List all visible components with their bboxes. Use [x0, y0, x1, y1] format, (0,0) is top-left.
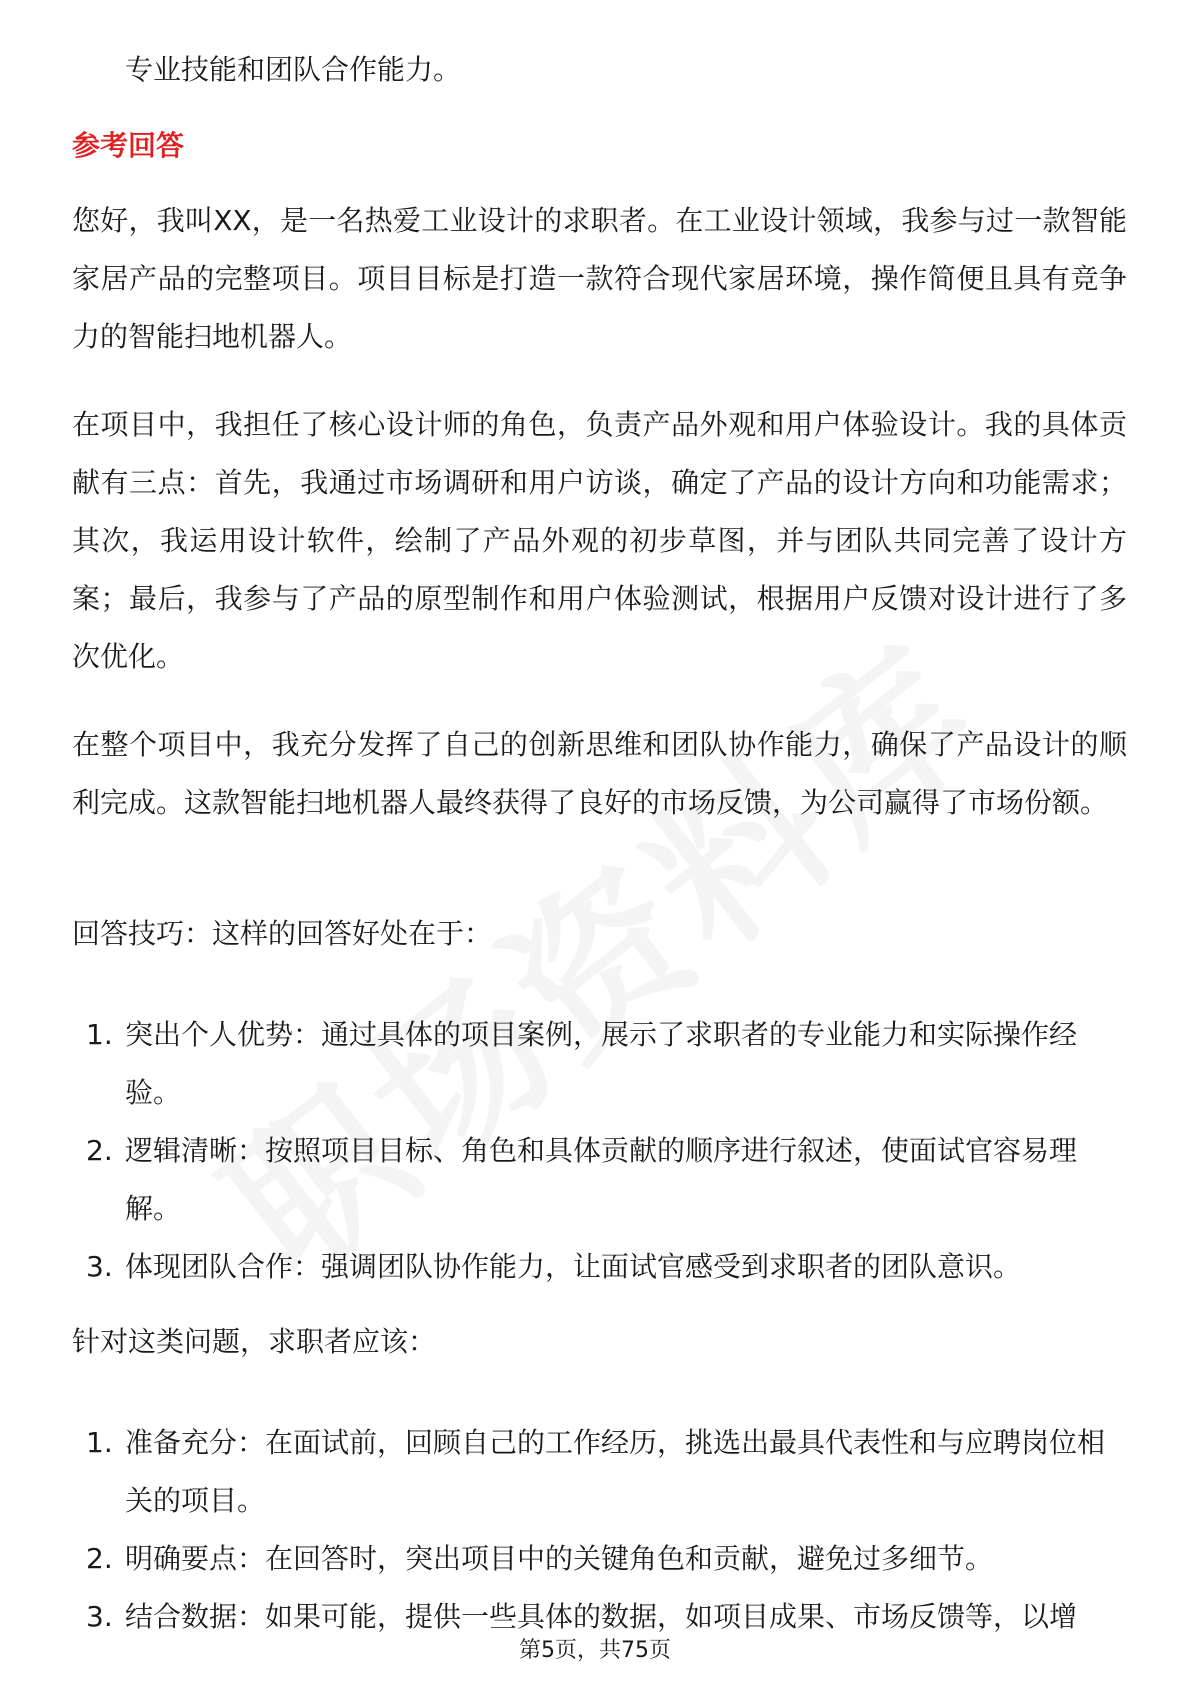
- list-text: 结合数据：如果可能，提供一些具体的数据，如项目成果、市场反馈等，以增: [125, 1600, 1078, 1633]
- list-item: [72, 1238, 1127, 1296]
- answer-paragraph-1: 您好，我叫XX，是一名热爱工业设计的求职者。在工业设计领域，我参与过一款智能家居产品的完整项目。项目目标是打造一款符合现代家居环境，操作简便且具有竞争力的智能扫地机器人。: [72, 204, 1127, 353]
- list-text: 逻辑清晰：按照项目目标、角色和具体贡献的顺序进行叙述，使面试官容易理解。: [125, 1134, 1078, 1225]
- answer-paragraph-2: 在项目中，我担任了核心设计师的角色，负责产品外观和用户体验设计。我的具体贡献有三点：首先，我通过市场调研和用户访谈，确定了产品的设计方向和功能需求；其次，我运用设计软件，绘制了产品外观的初步草图，并与团队共同完善了设计方案；最后，我参与了产品的原型制作和用户体验测试，根据用户反馈对设计进行了多次优化。: [72, 408, 1127, 673]
- page-footer: 第5页，共75页: [519, 1638, 671, 1663]
- list-number: 1.: [86, 1426, 113, 1459]
- continued-text: 专业技能和团队合作能力。: [125, 53, 462, 86]
- list-number: 2.: [86, 1134, 113, 1167]
- list-text: 准备充分：在面试前，回顾自己的工作经历，挑选出最具代表性和与应聘岗位相关的项目。: [125, 1426, 1106, 1517]
- list-number: 3.: [86, 1600, 113, 1633]
- tips-list: [72, 1006, 1127, 1296]
- tips-intro: 回答技巧：这样的回答好处在于：: [72, 917, 493, 950]
- advice-list: [72, 1414, 1127, 1646]
- list-number: 3.: [86, 1250, 113, 1283]
- list-number: 2.: [86, 1542, 113, 1575]
- list-item: [72, 1006, 1127, 1122]
- answer-paragraph-3: 在整个项目中，我充分发挥了自己的创新思维和团队协作能力，确保了产品设计的顺利完成。这款智能扫地机器人最终获得了良好的市场反馈，为公司赢得了市场份额。: [72, 728, 1127, 819]
- list-item: [72, 1414, 1127, 1530]
- list-text: 突出个人优势：通过具体的项目案例，展示了求职者的专业能力和实际操作经验。: [125, 1018, 1078, 1109]
- list-number: 1.: [86, 1018, 113, 1051]
- section-title: 参考回答: [72, 129, 185, 162]
- list-text: 体现团队合作：强调团队协作能力，让面试官感受到求职者的团队意识。: [125, 1250, 1022, 1283]
- list-item: [72, 1530, 1127, 1588]
- advice-intro: 针对这类问题，求职者应该：: [72, 1325, 437, 1358]
- list-item: [72, 1122, 1127, 1238]
- list-text: 明确要点：在回答时，突出项目中的关键角色和贡献，避免过多细节。: [125, 1542, 994, 1575]
